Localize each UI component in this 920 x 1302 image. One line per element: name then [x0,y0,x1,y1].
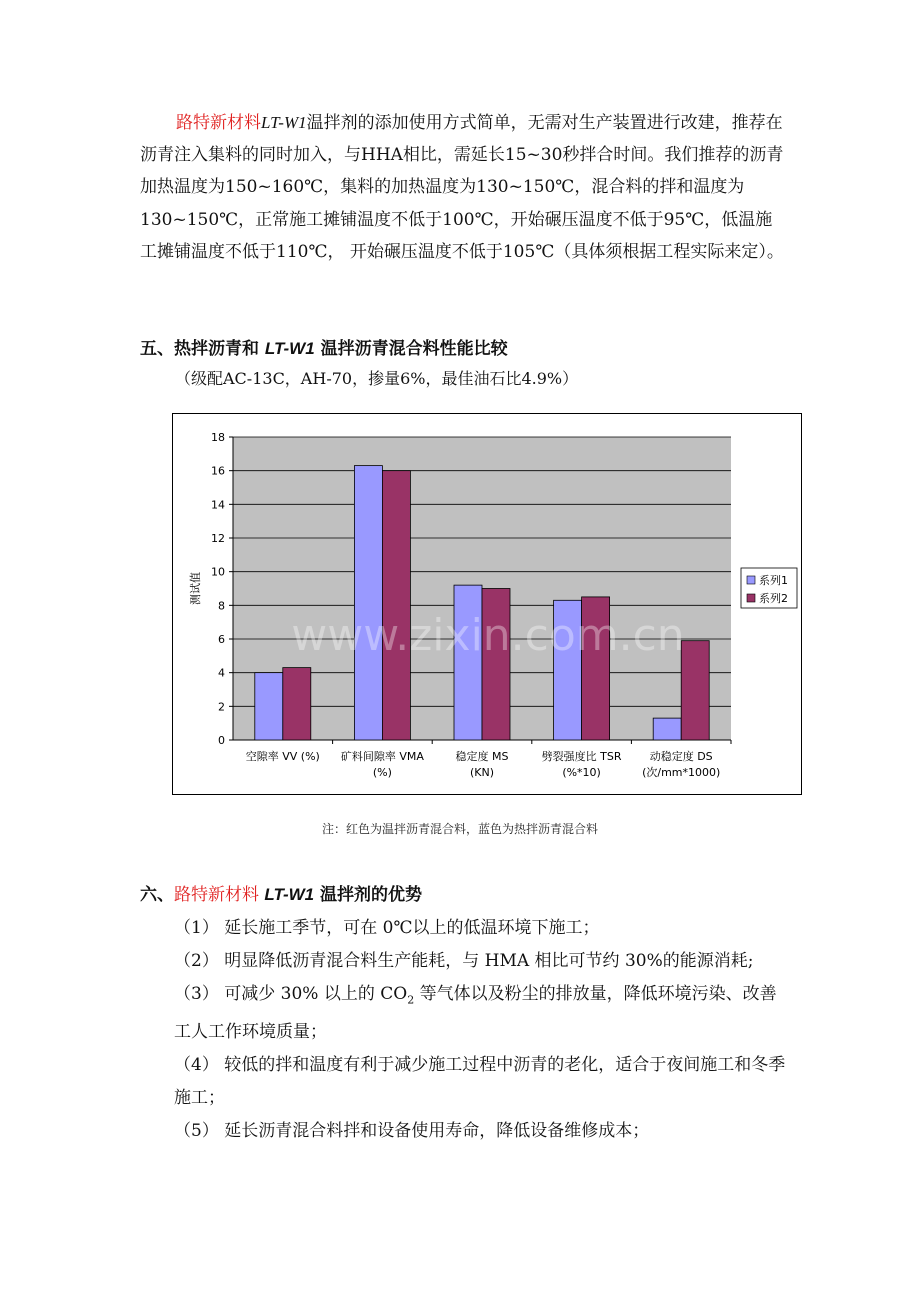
legend-swatch [747,576,755,584]
bar-2 [681,641,709,740]
section-5-subtitle: （级配AC-13C，AH-70，掺量6%，最佳油石比4.9%） [175,369,579,388]
y-tick-label: 16 [211,464,225,478]
list-item: （3） 可减少 30% 以上的 $CO_2$ 等气体以及粉尘的排放量，降低环境污染、改善工人工作环境质量； [174,984,777,1043]
section-5-heading: 五、热拌沥青和 LT-W1 温拌沥青混合料性能比较 [140,339,508,359]
list-item: （4） 较低的拌和温度有利于减少施工过程中沥青的老化，适合于夜间施工和冬季施工； [174,1055,786,1109]
bar-chart [172,413,802,795]
y-tick-label: 4 [218,666,225,680]
y-axis-label: 测试值 [189,572,202,605]
watermark: www.zixin.com.cn [291,610,685,661]
legend-label: 系列1 [759,574,788,587]
bar-1 [653,718,681,740]
bar-2 [283,668,311,740]
brand-name: 路特新材料 [176,113,261,133]
bar-1 [354,466,382,740]
x-tick-label: 稳定度 MS [455,750,509,763]
legend-swatch [747,594,755,602]
x-tick-label: 劈裂强度比 TSR [541,750,622,763]
y-tick-label: 18 [211,431,225,444]
legend-label: 系列2 [759,592,788,605]
x-tick-label: (%*10) [562,766,601,779]
list-item: （5） 延长沥青混合料拌和设备使用寿命，降低设备维修成本； [174,1121,650,1142]
list-item: （2） 明显降低沥青混合料生产能耗，与 HMA 相比可节约 30%的能源消耗; [174,951,754,971]
bar-2 [382,471,410,740]
y-tick-label: 0 [218,734,225,747]
chart-note: 注：红色为温拌沥青混合料，蓝色为热拌沥青混合料 [321,822,598,836]
y-tick-label: 14 [211,498,225,512]
brand-name: 路特新材料 [174,885,265,905]
product-code: LT-W1 [264,885,315,904]
x-tick-label: 动稳定度 DS [649,750,713,763]
intro-paragraph [140,107,785,268]
advantages-list [140,912,790,1148]
y-tick-label: 6 [218,633,225,646]
y-tick-label: 12 [211,532,225,545]
bar-1 [255,673,283,740]
x-tick-label: (%) [372,766,392,779]
section-6-heading: 六、路特新材料 LT-W1 温拌剂的优势 [140,885,423,905]
x-tick-label: (KN) [469,766,495,779]
product-code: LT-W1 [261,113,307,132]
intro-text: 温拌剂的添加使用方式简单，无需对生产装置进行改建，推荐在沥青注入集料的同时加入，与HHA相比，需延长15~30秒拌合时间。我们推荐的沥青加热温度为150~160℃，集料的加热温度为130~150℃，混合料的拌和温度为130~150℃，正常施工摊铺温度不低于100℃，开始碾压温度不低于95℃，低温施工摊铺温度不低于110℃， 开始碾压温度不低于105℃（具体须根据工程实际来定）。 [140,113,784,262]
x-tick-label: (次/mm*1000) [642,766,721,779]
x-tick-label: 空隙率 VV (%) [245,750,320,763]
y-tick-label: 2 [218,700,225,714]
y-tick-label: 8 [218,599,225,613]
list-item: （1） 延长施工季节，可在 0℃以上的低温环境下施工； [174,918,600,938]
y-tick-label: 10 [211,565,225,579]
bar-1 [454,585,482,740]
chart-svg [173,414,803,796]
x-tick-label: 矿料间隙率 VMA [340,750,424,763]
product-code: LT-W1 [264,339,315,358]
